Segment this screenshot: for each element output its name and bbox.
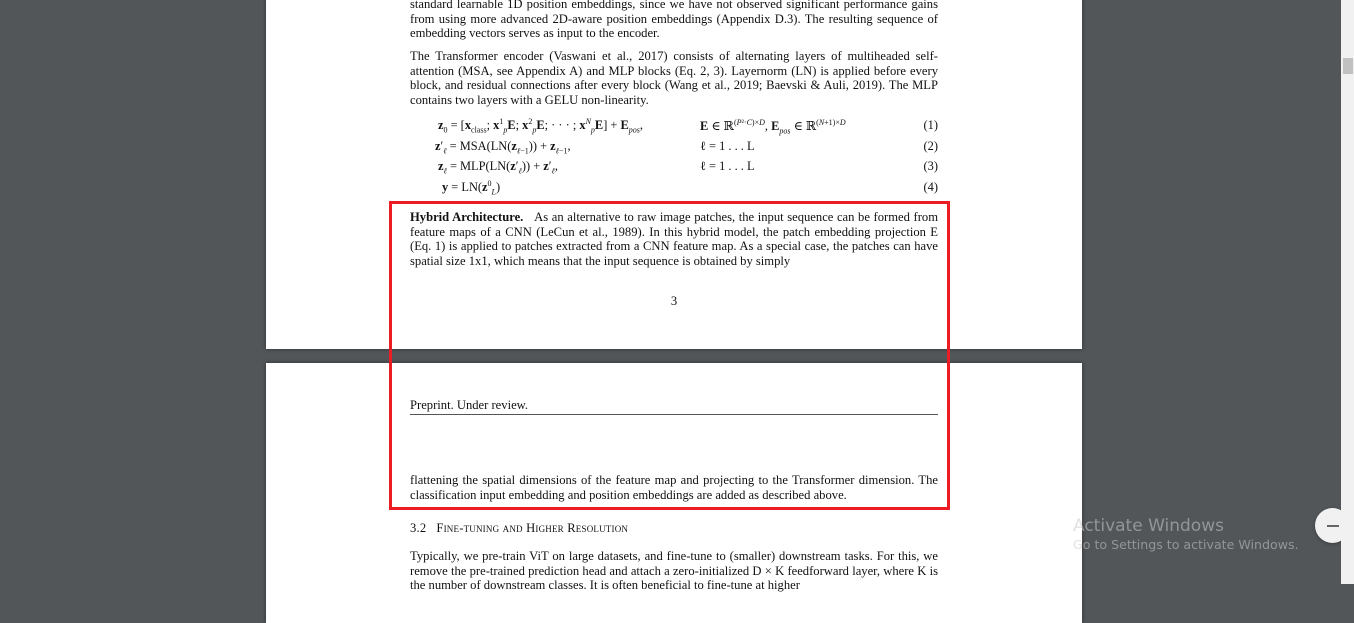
equation-3 — [410, 159, 938, 179]
equation-3-number: (3) — [923, 159, 938, 173]
paragraph-hybrid-architecture — [410, 210, 938, 268]
hybrid-heading: Hybrid Architecture. — [410, 210, 524, 224]
section-heading — [410, 521, 628, 536]
equation-2-lhs: $z'_\ell = MSA(LN(z_{\ell-1})) + z_{\ell-1}$, — [435, 139, 571, 156]
minus-icon — [1327, 525, 1339, 527]
equation-2-condition: ℓ = 1 . . . L — [700, 139, 755, 153]
watermark-subtitle: Go to Settings to activate Windows. — [1073, 537, 1299, 552]
equation-4-number: (4) — [923, 180, 938, 194]
equation-4-lhs: $y = LN(z^0_L)$ — [442, 178, 501, 197]
vertical-scrollbar[interactable] — [1341, 0, 1354, 584]
scrollbar-thumb[interactable] — [1343, 58, 1353, 74]
equation-3-condition: ℓ = 1 . . . L — [700, 159, 755, 173]
section-number: 3.2 — [410, 521, 427, 535]
equation-1-lhs: $z_0 = [x_{class}$; $x^1_pE$; $x^2_pE$; · · · ; $x^N_pE] + E_{pos}$, — [438, 116, 643, 135]
equation-2-number: (2) — [923, 139, 938, 153]
paragraph-transformer-encoder: The Transformer encoder (Vaswani et al., 2017) consists of alternating layers of multiheaded self-attention (MSA, see Appendix A) and MLP blocks (Eq. 2, 3). Layernorm (LN) is applied before every block, and residual connections after every block (Wang et al., 2019; Baevski & Auli, 2019). The MLP contains two layers with a GELU non-linearity. — [410, 49, 938, 107]
paragraph-hybrid-continuation: flattening the spatial dimensions of the feature map and projecting to the Transformer dimension. The classification input embedding and position embeddings are added as described above. — [410, 473, 938, 502]
paragraph-position-embeddings: standard learnable 1D position embeddings, since we have not observed significant performance gains from using more advanced 2D-aware position embeddings (Appendix D.3). The resulting sequence of embedding vectors serves as input to the encoder. — [410, 0, 938, 41]
equation-1 — [410, 118, 938, 138]
page-number: 3 — [670, 294, 678, 308]
equation-2 — [410, 139, 938, 159]
equation-1-number: (1) — [923, 118, 938, 132]
section-title: Fine-tuning and Higher Resolution — [436, 521, 629, 535]
equation-1-condition: E ∈ ℝ$^{(P^2\cdot C)\times D}$, $E_{pos}$ ∈ ℝ$^{(N+1)\times D}$ — [700, 117, 846, 136]
pdf-page-4 — [266, 363, 1082, 623]
equation-3-lhs: $z_\ell = MLP(LN(z'_\ell)) + z'_\ell$, — [438, 159, 558, 176]
pdf-page-3 — [266, 0, 1082, 349]
activate-windows-watermark — [1073, 516, 1299, 554]
equation-4 — [410, 180, 938, 200]
watermark-title: Activate Windows — [1073, 516, 1224, 536]
paragraph-fine-tuning: Typically, we pre-train ViT on large datasets, and fine-tune to (smaller) downstream tasks. For this, we remove the pre-trained prediction head and attach a zero-initialized D × K feedforward layer, where K is the number of downstream classes. It is often beneficial to fine-tune at higher — [410, 549, 938, 593]
hybrid-text: As an alternative to raw image patches, the input sequence can be formed from feature maps of a CNN (LeCun et al., 1989). In this hybrid model, the patch embedding projection E (Eq. 1) is applied to patches extracted from a CNN feature map. As a special case, the patches can have spatial size 1x1, which means that the input sequence is obtained by simply — [410, 210, 938, 268]
running-header: Preprint. Under review. — [410, 398, 938, 415]
